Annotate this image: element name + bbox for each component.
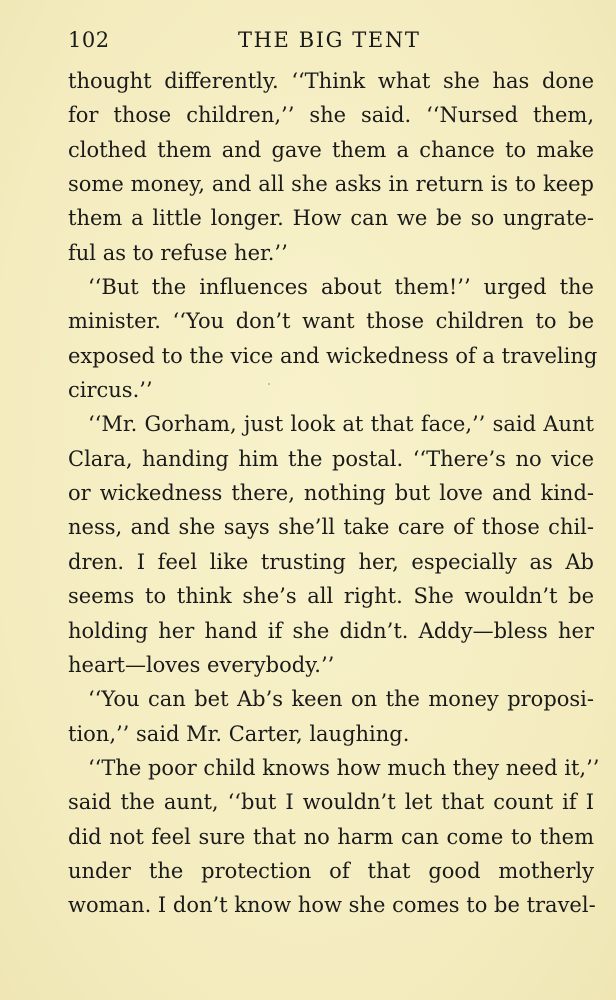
text-line: tion,’’ said Mr. Carter, laughing.	[68, 721, 410, 746]
text-line: ‘‘The poor child knows how much they need it,’’	[88, 755, 600, 780]
text-line: dren. I feel like trusting her, especially as Ab	[68, 549, 594, 574]
text-line: heart—loves everybody.’’	[68, 652, 335, 677]
text-line: Clara, handing him the postal. ‘‘There’s no vice	[68, 446, 594, 471]
text-line: ness, and she says she’ll take care of those chil-	[68, 515, 594, 540]
text-line: thought differently. ‘‘Think what she has done	[68, 69, 594, 93]
running-title: THE BIG TENT	[238, 28, 421, 52]
text-line: holding her hand if she didn’t. Addy—bless her	[68, 618, 594, 643]
page-number: 102	[68, 28, 110, 52]
body-text	[68, 64, 600, 923]
text-line: exposed to the vice and wickedness of a traveling	[68, 343, 598, 368]
text-line: minister. ‘‘You don’t want those children to be	[68, 309, 594, 334]
running-header	[68, 22, 590, 56]
text-line: ‘‘Mr. Gorham, just look at that face,’’ said Aunt	[88, 412, 594, 437]
text-line: woman. I don’t know how she comes to be travel-	[68, 893, 596, 918]
text-line: ful as to refuse her.’’	[68, 240, 288, 265]
text-line: them a little longer. How can we be so ungrate-	[68, 206, 594, 231]
text-line: said the aunt, ‘‘but I wouldn’t let that count if I	[68, 790, 594, 815]
paper-speck	[268, 383, 270, 385]
text-line: clothed them and gave them a chance to make	[68, 137, 594, 162]
text-line: ‘‘You can bet Ab’s keen on the money proposi-	[88, 687, 594, 712]
text-line: for those children,’’ she said. ‘‘Nursed them,	[68, 103, 594, 128]
text-line: did not feel sure that no harm can come to them	[68, 824, 594, 849]
text-line: seems to think she’s all right. She wouldn’t be	[68, 584, 594, 609]
text-line: circus.’’	[68, 378, 153, 403]
text-line: some money, and all she asks in return is to keep	[68, 172, 594, 197]
text-line: or wickedness there, nothing but love and kind-	[68, 481, 594, 506]
text-line: under the protection of that good motherly	[68, 858, 594, 883]
text-line: ‘‘But the influences about them!’’ urged the	[88, 275, 594, 300]
